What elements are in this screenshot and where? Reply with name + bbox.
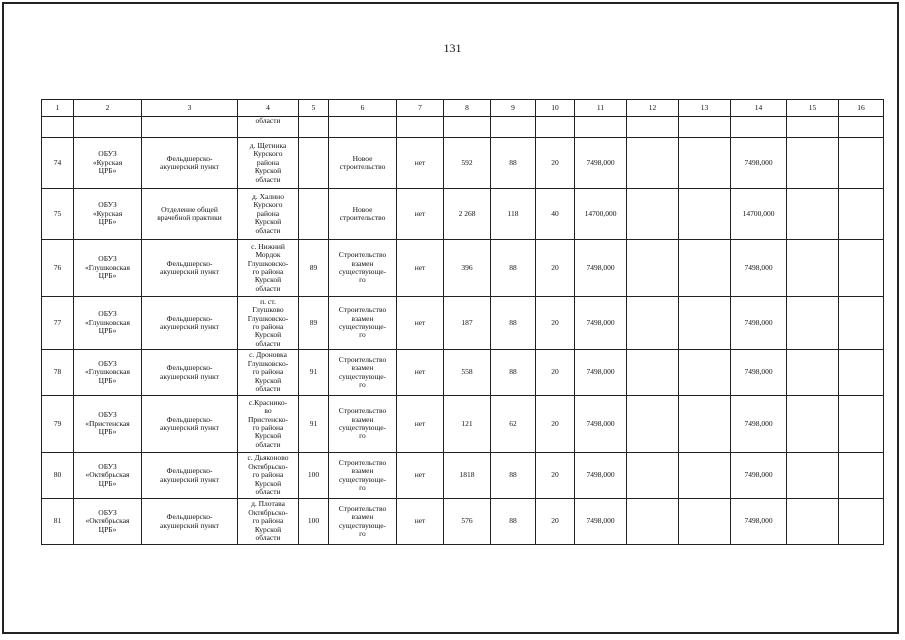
cell-organization: ОБУЗ «Глушковская ЦРБ» xyxy=(74,350,142,396)
cell xyxy=(444,117,491,138)
cell-col5: 100 xyxy=(299,453,329,499)
cell-organization: ОБУЗ «Курская ЦРБ» xyxy=(74,189,142,240)
cell-location: с.Краснико- во Пристенско- го района Курской области xyxy=(238,396,299,453)
cell-organization: ОБУЗ «Курская ЦРБ» xyxy=(74,138,142,189)
cell-col13 xyxy=(679,499,731,545)
table-row xyxy=(42,138,884,189)
column-header-1: 1 xyxy=(42,100,74,117)
cell-col10: 20 xyxy=(536,453,575,499)
column-header-8: 8 xyxy=(444,100,491,117)
cell-col7: нет xyxy=(397,350,444,396)
cell-facility-type: Отделение общей врачебной практики xyxy=(142,189,238,240)
cell-col15 xyxy=(787,350,839,396)
cell-col7: нет xyxy=(397,396,444,453)
cell-col8: 121 xyxy=(444,396,491,453)
cell xyxy=(839,117,884,138)
cell xyxy=(329,117,397,138)
cell xyxy=(42,117,74,138)
cell-col14: 7498,000 xyxy=(731,396,787,453)
cell-col13 xyxy=(679,396,731,453)
cell-col15 xyxy=(787,453,839,499)
cell-work-type: Строительство взамен существующе- го xyxy=(329,240,397,297)
table-row xyxy=(42,350,884,396)
cell-work-type: Новое строительство xyxy=(329,189,397,240)
cell-col7: нет xyxy=(397,189,444,240)
cell-number: 76 xyxy=(42,240,74,297)
cell-col8: 576 xyxy=(444,499,491,545)
table-row xyxy=(42,453,884,499)
cell xyxy=(627,117,679,138)
cell-col12 xyxy=(627,297,679,350)
cell-number: 81 xyxy=(42,499,74,545)
cell-work-type: Строительство взамен существующе- го xyxy=(329,396,397,453)
cell-col7: нет xyxy=(397,453,444,499)
cell-col11: 7498,000 xyxy=(575,499,627,545)
cell-organization: ОБУЗ «Глушковская ЦРБ» xyxy=(74,240,142,297)
cell-col11: 7498,000 xyxy=(575,350,627,396)
cell-col5: 89 xyxy=(299,240,329,297)
cell-col13 xyxy=(679,189,731,240)
cell-col11: 7498,000 xyxy=(575,396,627,453)
cell-location: с. Нижний Мордок Глушковско- го района Курской области xyxy=(238,240,299,297)
cell-col10: 20 xyxy=(536,297,575,350)
column-header-13: 13 xyxy=(679,100,731,117)
cell-number: 74 xyxy=(42,138,74,189)
cell-col13 xyxy=(679,350,731,396)
column-header-9: 9 xyxy=(491,100,536,117)
cell-col15 xyxy=(787,138,839,189)
cell xyxy=(679,117,731,138)
cell-col10: 20 xyxy=(536,396,575,453)
cell xyxy=(787,117,839,138)
column-header-7: 7 xyxy=(397,100,444,117)
cell-col14: 7498,000 xyxy=(731,297,787,350)
cell-col11: 7498,000 xyxy=(575,453,627,499)
cell-col13 xyxy=(679,240,731,297)
cell-col9: 62 xyxy=(491,396,536,453)
column-header-16: 16 xyxy=(839,100,884,117)
cell-col16 xyxy=(839,138,884,189)
cell-facility-type: Фельдшерско- акушерский пункт xyxy=(142,350,238,396)
column-header-11: 11 xyxy=(575,100,627,117)
cell xyxy=(299,117,329,138)
cell-col10: 20 xyxy=(536,350,575,396)
cell xyxy=(491,117,536,138)
cell-col16 xyxy=(839,297,884,350)
cell-col16 xyxy=(839,396,884,453)
cell-work-type: Строительство взамен существующе- го xyxy=(329,350,397,396)
column-header-4: 4 xyxy=(238,100,299,117)
cell-col9: 118 xyxy=(491,189,536,240)
cell-col7: нет xyxy=(397,499,444,545)
cell-facility-type: Фельдшерско- акушерский пункт xyxy=(142,396,238,453)
table-row xyxy=(42,189,884,240)
cell-col5: 91 xyxy=(299,350,329,396)
cell-work-type: Строительство взамен существующе- го xyxy=(329,499,397,545)
cell-work-type: Новое строительство xyxy=(329,138,397,189)
cell-col16 xyxy=(839,453,884,499)
column-header-6: 6 xyxy=(329,100,397,117)
table-row xyxy=(42,297,884,350)
header-row xyxy=(42,100,884,117)
cell-col9: 88 xyxy=(491,499,536,545)
cell-col9: 88 xyxy=(491,297,536,350)
cell-col12 xyxy=(627,189,679,240)
cell-col16 xyxy=(839,350,884,396)
cell-col15 xyxy=(787,396,839,453)
cell-col16 xyxy=(839,240,884,297)
cell-location: д. Плотава Октябрьско- го района Курской области xyxy=(238,499,299,545)
cell xyxy=(731,117,787,138)
cell-col15 xyxy=(787,240,839,297)
table-body xyxy=(42,100,884,545)
cell-col14: 7498,000 xyxy=(731,240,787,297)
cell-col15 xyxy=(787,499,839,545)
cell-col11: 7498,000 xyxy=(575,297,627,350)
cell-facility-type: Фельдшерско- акушерский пункт xyxy=(142,297,238,350)
page-number: 131 xyxy=(443,41,462,55)
cell xyxy=(575,117,627,138)
cell-work-type: Строительство взамен существующе- го xyxy=(329,453,397,499)
cell-col8: 396 xyxy=(444,240,491,297)
cell-number: 79 xyxy=(42,396,74,453)
cell-col5: 91 xyxy=(299,396,329,453)
table-row xyxy=(42,499,884,545)
cell-location: области xyxy=(238,117,299,138)
cell-facility-type: Фельдшерско- акушерский пункт xyxy=(142,138,238,189)
column-header-5: 5 xyxy=(299,100,329,117)
cell-col8: 592 xyxy=(444,138,491,189)
cell-location: д. Щетинка Курского района Курской области xyxy=(238,138,299,189)
continuation-row xyxy=(42,117,884,138)
cell-col14: 7498,000 xyxy=(731,138,787,189)
cell-organization: ОБУЗ «Глушковская ЦРБ» xyxy=(74,297,142,350)
cell-col14: 7498,000 xyxy=(731,453,787,499)
table-row xyxy=(42,240,884,297)
cell-col13 xyxy=(679,297,731,350)
cell-col12 xyxy=(627,240,679,297)
cell-facility-type: Фельдшерско- акушерский пункт xyxy=(142,453,238,499)
cell-facility-type: Фельдшерско- акушерский пункт xyxy=(142,240,238,297)
cell-col9: 88 xyxy=(491,138,536,189)
cell xyxy=(536,117,575,138)
cell-location: с. Дьяконово Октябрьско- го района Курской области xyxy=(238,453,299,499)
cell-col11: 14700,000 xyxy=(575,189,627,240)
cell-col15 xyxy=(787,189,839,240)
cell-col10: 20 xyxy=(536,138,575,189)
cell-col13 xyxy=(679,138,731,189)
cell-facility-type: Фельдшерско- акушерский пункт xyxy=(142,499,238,545)
cell-work-type: Строительство взамен существующе- го xyxy=(329,297,397,350)
cell-number: 75 xyxy=(42,189,74,240)
cell-col9: 88 xyxy=(491,240,536,297)
cell-col10: 20 xyxy=(536,499,575,545)
cell-col13 xyxy=(679,453,731,499)
cell-col7: нет xyxy=(397,138,444,189)
cell-col9: 88 xyxy=(491,350,536,396)
cell-col14: 14700,000 xyxy=(731,189,787,240)
column-header-2: 2 xyxy=(74,100,142,117)
cell-col7: нет xyxy=(397,240,444,297)
cell-number: 77 xyxy=(42,297,74,350)
cell-location: п. ст. Глушково Глушковско- го района Курской области xyxy=(238,297,299,350)
column-header-12: 12 xyxy=(627,100,679,117)
cell-col15 xyxy=(787,297,839,350)
cell-number: 80 xyxy=(42,453,74,499)
data-table xyxy=(41,99,884,545)
cell-col5 xyxy=(299,138,329,189)
cell-col12 xyxy=(627,499,679,545)
cell-number: 78 xyxy=(42,350,74,396)
cell-col16 xyxy=(839,499,884,545)
cell-col9: 88 xyxy=(491,453,536,499)
cell-col8: 558 xyxy=(444,350,491,396)
cell-col10: 20 xyxy=(536,240,575,297)
table-row xyxy=(42,396,884,453)
column-header-3: 3 xyxy=(142,100,238,117)
cell-col12 xyxy=(627,138,679,189)
cell-location: д. Халино Курского района Курской области xyxy=(238,189,299,240)
cell xyxy=(142,117,238,138)
cell xyxy=(397,117,444,138)
cell-col12 xyxy=(627,453,679,499)
cell-col8: 187 xyxy=(444,297,491,350)
cell-col11: 7498,000 xyxy=(575,240,627,297)
cell-col8: 2 268 xyxy=(444,189,491,240)
cell-col7: нет xyxy=(397,297,444,350)
column-header-15: 15 xyxy=(787,100,839,117)
cell-col14: 7498,000 xyxy=(731,350,787,396)
cell xyxy=(74,117,142,138)
column-header-10: 10 xyxy=(536,100,575,117)
cell-col8: 1818 xyxy=(444,453,491,499)
cell-col16 xyxy=(839,189,884,240)
column-header-14: 14 xyxy=(731,100,787,117)
cell-col12 xyxy=(627,396,679,453)
cell-col14: 7498,000 xyxy=(731,499,787,545)
cell-organization: ОБУЗ «Пристенская ЦРБ» xyxy=(74,396,142,453)
cell-col5: 89 xyxy=(299,297,329,350)
cell-col5: 100 xyxy=(299,499,329,545)
cell-col12 xyxy=(627,350,679,396)
cell-col11: 7498,000 xyxy=(575,138,627,189)
cell-location: с. Дроновка Глушковско- го района Курской области xyxy=(238,350,299,396)
cell-col10: 40 xyxy=(536,189,575,240)
cell-col5 xyxy=(299,189,329,240)
cell-organization: ОБУЗ «Октябрьская ЦРБ» xyxy=(74,453,142,499)
cell-organization: ОБУЗ «Октябрьская ЦРБ» xyxy=(74,499,142,545)
